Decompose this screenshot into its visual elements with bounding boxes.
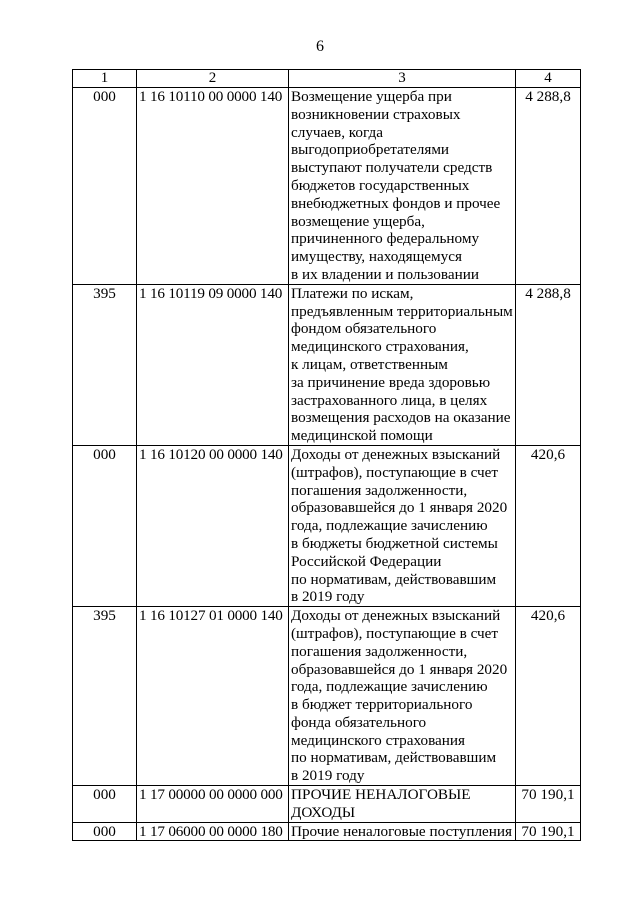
admin-code-cell: 000: [73, 822, 137, 841]
table-header-row: [73, 70, 581, 88]
amount-cell: 70 190,1: [516, 786, 581, 823]
amount-cell: 70 190,1: [516, 822, 581, 841]
table-row: [73, 607, 581, 786]
admin-code-cell: 395: [73, 607, 137, 786]
table-row: [73, 822, 581, 841]
column-header-1: 1: [73, 70, 137, 88]
admin-code-cell: 395: [73, 284, 137, 445]
admin-code-cell: 000: [73, 88, 137, 285]
column-header-3: 3: [289, 70, 516, 88]
table-row: [73, 284, 581, 445]
amount-cell: 420,6: [516, 607, 581, 786]
amount-cell: 4 288,8: [516, 88, 581, 285]
amount-cell: 420,6: [516, 445, 581, 606]
column-header-4: 4: [516, 70, 581, 88]
revenue-name-cell: Доходы от денежных взысканий (штрафов), поступающие в счет погашения задолженности, образовавшейся до 1 января 2020 года, подлежащие зачислению в бюджеты бюджетной системы Российской Федерации по нормативам, действовавшим в 2019 году: [289, 445, 516, 606]
page-number: 6: [316, 38, 324, 55]
budget-code-cell: 1 16 10120 00 0000 140: [137, 445, 289, 606]
budget-code-cell: 1 17 00000 00 0000 000: [137, 786, 289, 823]
revenue-name-cell: ПРОЧИЕ НЕНАЛОГОВЫЕ ДОХОДЫ: [289, 786, 516, 823]
budget-code-cell: 1 16 10127 01 0000 140: [137, 607, 289, 786]
budget-code-cell: 1 16 10110 00 0000 140: [137, 88, 289, 285]
budget-code-cell: 1 17 06000 00 0000 180: [137, 822, 289, 841]
amount-cell: 4 288,8: [516, 284, 581, 445]
budget-code-cell: 1 16 10119 09 0000 140: [137, 284, 289, 445]
admin-code-cell: 000: [73, 786, 137, 823]
admin-code-cell: 000: [73, 445, 137, 606]
revenue-name-cell: Доходы от денежных взысканий (штрафов), поступающие в счет погашения задолженности, образовавшейся до 1 января 2020 года, подлежащие зачислению в бюджет территориального фонда обязательного медицинского страхования по нормативам, действовавшим в 2019 году: [289, 607, 516, 786]
revenue-name-cell: Прочие неналоговые поступления: [289, 822, 516, 841]
column-header-2: 2: [137, 70, 289, 88]
table-row: [73, 88, 581, 285]
budget-revenue-table: [72, 69, 581, 841]
table-row: [73, 445, 581, 606]
table-row: [73, 786, 581, 823]
revenue-name-cell: Платежи по искам, предъявленным территориальным фондом обязательного медицинского страхования, к лицам, ответственным за причинение вреда здоровью застрахованного лица, в целях возмещения расходов на оказание медицинской помощи: [289, 284, 516, 445]
revenue-name-cell: Возмещение ущерба при возникновении страховых случаев, когда выгодоприобретателями выступают получатели средств бюджетов государственных внебюджетных фондов и прочее возмещение ущерба, причиненного федеральному имуществу, находящемуся в их владении и пользовании: [289, 88, 516, 285]
